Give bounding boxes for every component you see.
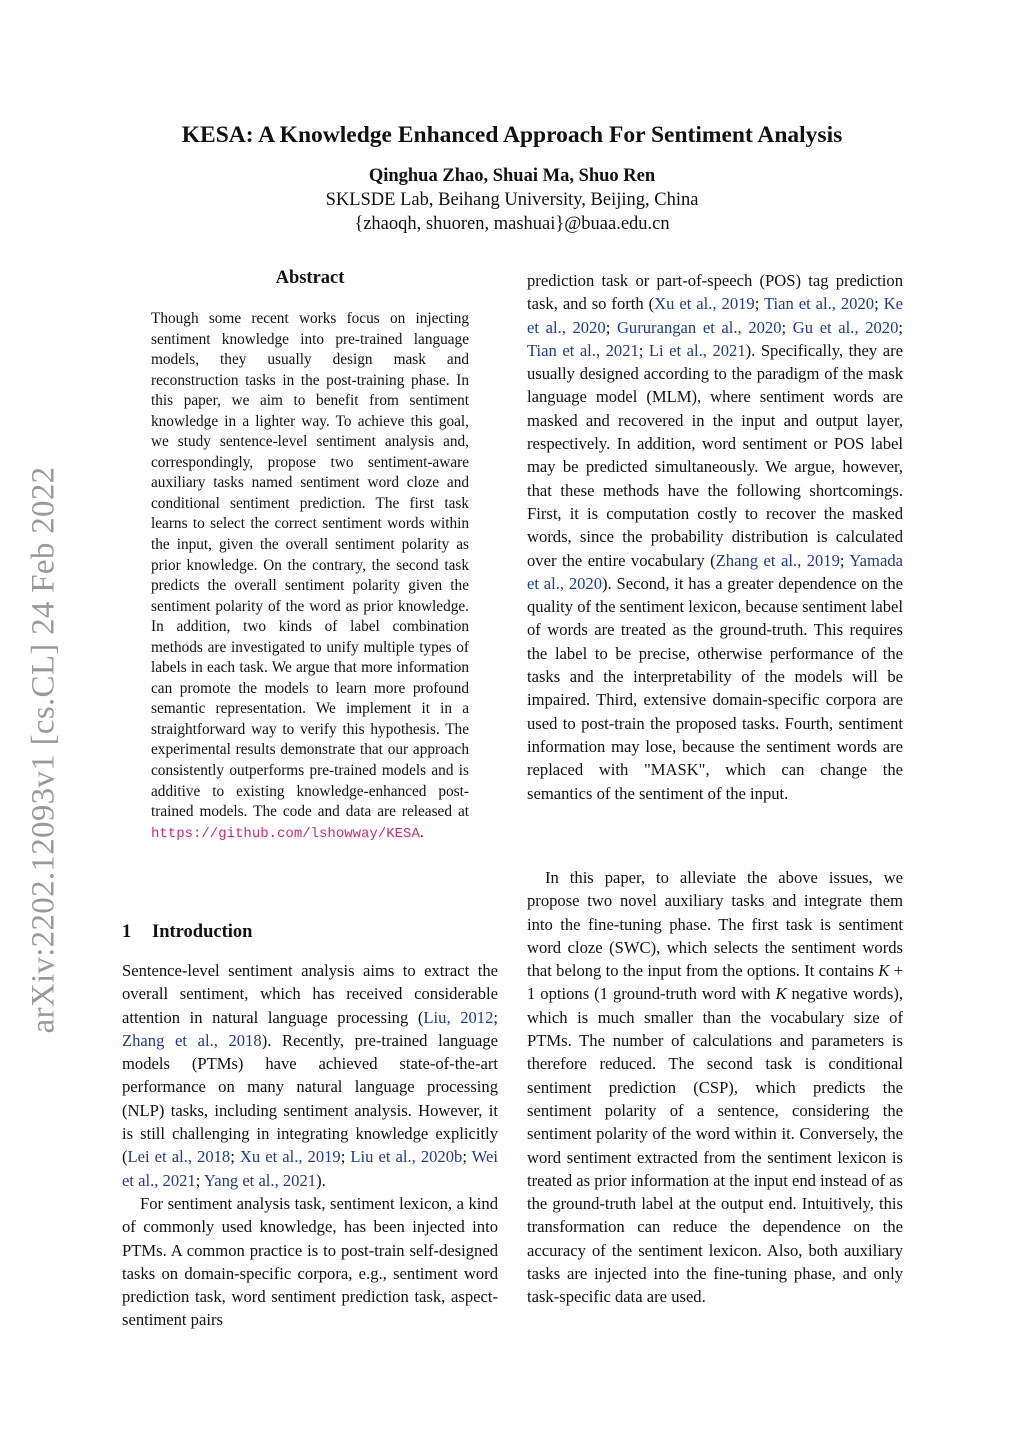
citation-link[interactable]: Li et al., 2021	[648, 340, 746, 360]
text-run: ;	[230, 1147, 240, 1167]
intro-paragraph-2: For sentiment analysis task, sentiment lexicon, a kind of commonly used knowledge, has been injected into PTMs. A common practice is to post-train self-designed tasks on domain-specific corpora, e.g., sentiment word prediction task, word sentiment prediction task, aspect-sentiment pairs	[122, 1194, 498, 1330]
citation-link[interactable]: Tian et al., 2021	[527, 340, 639, 360]
authors: Qinghua Zhao, Shuai Ma, Shuo Ren	[368, 166, 656, 186]
math-variable: K	[878, 961, 890, 981]
intro-paragraph-3	[527, 269, 903, 805]
affiliation: SKLSDE Lab, Beihang University, Beijing, China	[325, 190, 699, 210]
citation-link[interactable]: Tian et al., 2020	[763, 294, 875, 314]
abstract-end: .	[419, 823, 424, 841]
section-title: Introduction	[152, 922, 253, 942]
text-run: ). Second, it has a greater dependence on the quality of the sentiment lexicon, because sentiment label of words are treated as the ground-truth. This requires the label to be precise, otherwise performance of the tasks and the interpretability of the models will be impaired. Third, extensive domain-specific corpora are used to post-train the proposed tasks. Fourth, sentiment information may lose, because the sentiment words are replaced with "MASK", which can change the semantics of the sentiment of the input.	[527, 573, 904, 803]
text-run: In this paper, to alleviate the above issues, we propose two novel auxiliary tasks and integrate them into the fine-tuning phase. The first task is sentiment word cloze (SWC), which selects the sentiment words that belong to the input from the options. It contains	[527, 868, 903, 981]
paper-title: KESA: A Knowledge Enhanced Approach For Sentiment Analysis	[181, 122, 843, 148]
text-run: ;	[781, 317, 793, 337]
arxiv-id: arXiv:2202.12093v1 [cs.CL] 24 Feb 2022	[25, 466, 62, 1034]
citation-link[interactable]: Gururangan et al., 2020	[616, 317, 782, 337]
text-run: ;	[340, 1147, 351, 1167]
text-run: ). Recently, pre-trained language models (PTMs) have achieved state-of-the-art performance on many natural language processing (NLP) tasks, including sentiment analysis. However, it is still challenging in integrating knowledge explicitly (	[122, 1030, 498, 1167]
text-run: ). Specifically, they are usually designed according to the paradigm of the mask language model (MLM), where sentiment words are masked and recovered in the input and output layer, respectively. In addition, word sentiment or POS label may be predicted simultaneously. We argue, however, that these methods have the following shortcomings. First, it is computation costly to recover the masked words, since the probability distribution is calculated over the entire vocabulary (	[527, 340, 903, 570]
text-run: ;	[462, 1147, 472, 1167]
text-run: ;	[638, 340, 649, 360]
citation-link[interactable]: Liu et al., 2020b	[350, 1147, 463, 1167]
text-run: negative words), which is much smaller than the vocabulary size of PTMs. The number of calculations and parameters is therefore reduced. The second task is conditional sentiment prediction (CSP), which predicts the sentiment polarity of a sentence, considering the sentiment polarity of the word within it. Conversely, the word sentiment extracted from the sentiment lexicon is treated as prior information at the input end instead of as the ground-truth label at the output end. Intuitively, this transformation can reduce the dependence on the accuracy of the sentiment lexicon. Also, both auxiliary tasks are injected into the fine-tuning phase, and only task-specific data are used.	[527, 984, 904, 1307]
section-number: 1	[122, 922, 132, 942]
intro-paragraph-1	[122, 959, 498, 1192]
text-run: + 1 options (1 ground-truth word with	[527, 961, 903, 1004]
text-run: ;	[754, 294, 764, 314]
citation-link[interactable]: Xu et al., 2019	[239, 1147, 341, 1167]
text-run: ;	[898, 317, 904, 337]
text-run: ;	[874, 294, 884, 314]
abstract-body: Though some recent works focus on injecting sentiment knowledge into pre-trained language models, they usually design mask and reconstruction tasks in the post-training phase. In this paper, we aim to benefit from sentiment knowledge in a lighter way. To achieve this goal, we study sentence-level sentiment analysis and, correspondingly, propose two sentiment-aware auxiliary tasks named sentiment word cloze and conditional sentiment prediction. The first task learns to select the correct sentiment words within the input, given the overall sentiment polarity as prior knowledge. On the contrary, the second task predicts the overall sentiment polarity given the sentiment polarity of the word as prior knowledge. In addition, two kinds of label combination methods are investigated to unify multiple types of labels in each task. We argue that more information can promote the models to learn more profound semantic representation. We implement it in a straightforward way to verify this hypothesis. The experimental results demonstrate that our approach consistently outperforms pre-trained models and is additive to existing knowledge-enhanced post-trained models. The code and data are released at	[151, 310, 469, 821]
text-run: Sentence-level sentiment analysis aims to extract the overall sentiment, which has received considerable attention in natural language processing (	[122, 961, 498, 1027]
text-run: ;	[493, 1007, 499, 1027]
text-run: ).	[316, 1170, 326, 1190]
citation-link[interactable]: Yang et al., 2021	[203, 1170, 317, 1190]
citation-link[interactable]: Zhang et al., 2019	[715, 550, 840, 570]
text-run: ;	[195, 1170, 204, 1190]
abstract-text	[151, 309, 469, 844]
text-run: ;	[839, 550, 850, 570]
section-heading	[122, 922, 252, 943]
email: {zhaoqh, shuoren, mashuai}@buaa.edu.cn	[354, 214, 670, 234]
text-run: ;	[605, 317, 617, 337]
citation-link[interactable]: Yamada et al., 2020	[527, 550, 903, 593]
intro-paragraph-4	[527, 866, 903, 1309]
text-run: prediction task or part-of-speech (POS) tag prediction task, and so forth (	[527, 271, 903, 314]
citation-link[interactable]: Ke et al., 2020	[527, 294, 903, 337]
math-variable: K	[775, 984, 787, 1004]
citation-link[interactable]: Lei et al., 2018	[127, 1147, 231, 1167]
citation-link[interactable]: Zhang et al., 2018	[122, 1030, 262, 1050]
citation-link[interactable]: Xu et al., 2019	[654, 294, 755, 314]
code-link[interactable]: https://github.com/lshowway/KESA	[151, 825, 420, 842]
citation-link[interactable]: Wei et al., 2021	[122, 1147, 498, 1190]
citation-link[interactable]: Gu et al., 2020	[792, 317, 899, 337]
citation-link[interactable]: Liu, 2012	[423, 1007, 494, 1027]
abstract-heading: Abstract	[275, 268, 345, 288]
